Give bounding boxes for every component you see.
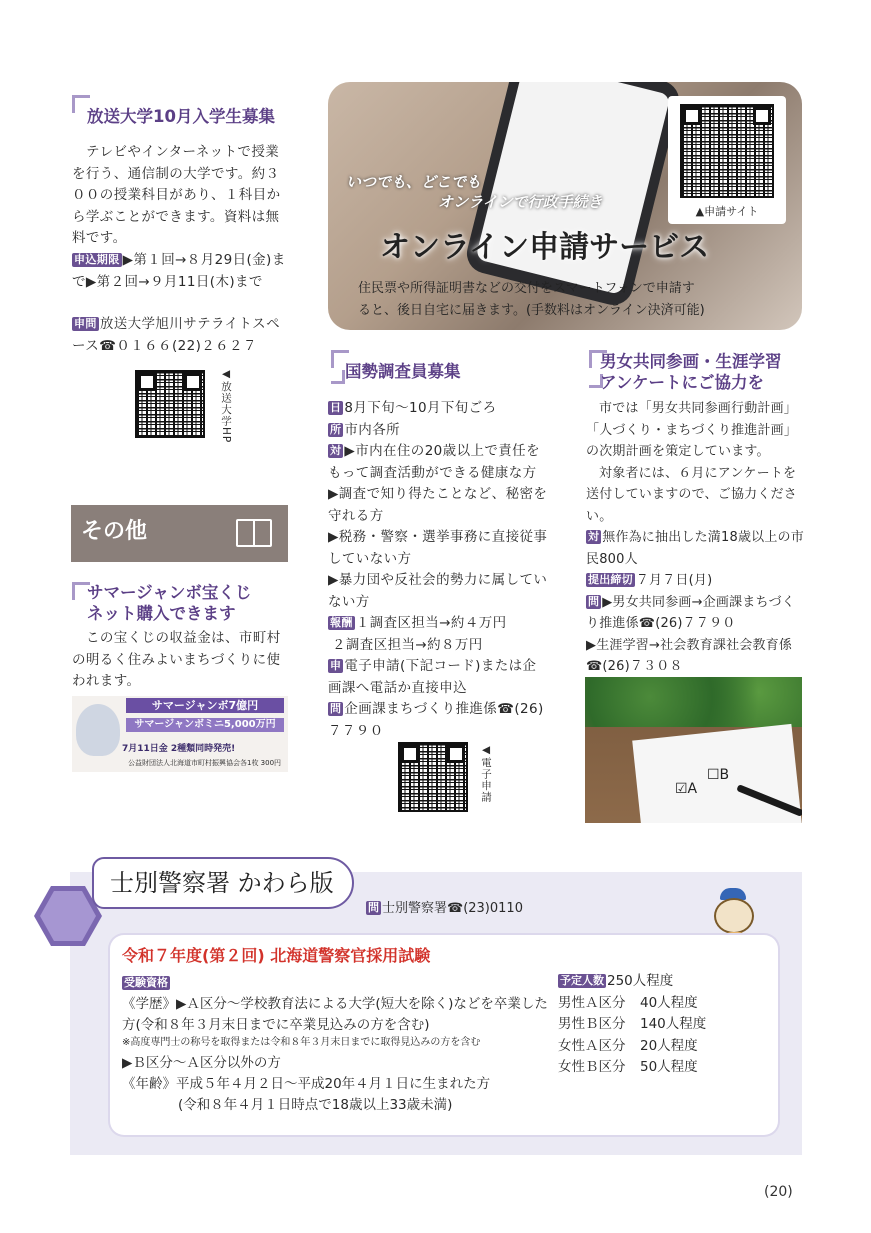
whale-mascot-icon xyxy=(76,704,120,756)
hoso-title: 放送大学10月入学生募集 xyxy=(87,107,275,126)
jumbo-title xyxy=(87,582,251,624)
online-tagline-1: いつでも、どこでも xyxy=(346,173,482,191)
jumbo-body: この宝くじの収益金は、市町村の明るく住みよいまちづくりに使われます。 xyxy=(72,630,281,689)
jumbo-ad-line1: サマージャンボ7億円 xyxy=(126,698,284,713)
kokusei-reward-1: １調査区担当→約４万円 xyxy=(355,615,507,631)
heading-mark xyxy=(331,370,345,384)
jumbo-ad-image xyxy=(72,696,288,772)
police-header-box xyxy=(92,857,354,909)
danjo-para-1: 市では「男女共同参画行動計画」「人づくり・まちづくり推進計画」の次期計画を策定しています。 xyxy=(586,401,798,459)
kokusei-target-4: ▶暴力団や反社会的勢力に属していない方 xyxy=(328,572,548,610)
kokusei-title: 国勢調査員募集 xyxy=(345,362,461,381)
sonota-label: その他 xyxy=(81,519,148,544)
quota-row: 女性Ｂ区分 50人程度 xyxy=(558,1059,698,1075)
tag-submit-deadline: 提出締切 xyxy=(588,573,633,586)
danjo-deadline: ７月７日(月) xyxy=(635,573,713,588)
danjo-inquiry-2: ▶生涯学習→社会教育課社会教育係☎(26)７３０８ xyxy=(586,637,793,674)
kokusei-body xyxy=(328,398,548,742)
danjo-title-2: アンケートにご協力を xyxy=(600,373,765,392)
tag-date: 日 xyxy=(330,401,342,414)
hoso-contact xyxy=(72,314,286,357)
tag-target: 対 xyxy=(588,530,600,543)
tag-planned-number: 予定人数 xyxy=(560,974,604,987)
online-desc-1: 住民票や所得証明書などの交付をスマートフォンで申請す xyxy=(358,281,695,296)
page-number: (20) xyxy=(764,1184,793,1200)
tag-deadline: 申込期限 xyxy=(74,253,120,266)
exam-age: 《年齢》平成５年４月２日〜平成20年４月１日に生まれた方 xyxy=(122,1076,491,1092)
quota-row: 男性Ｂ区分 140人程度 xyxy=(558,1016,707,1032)
hoso-deadline xyxy=(72,250,286,293)
online-service-card xyxy=(328,82,802,330)
kokusei-date: 8月下旬〜10月下旬ごろ xyxy=(344,400,497,416)
sonota-banner xyxy=(71,505,288,562)
tag-inquiry: 問 xyxy=(588,594,600,608)
kokusei-target-3: ▶税務・警察・選挙事務に直接従事していない方 xyxy=(328,529,548,567)
tag-eligibility: 受験資格 xyxy=(124,976,168,989)
online-tagline-2: オンラインで行政手続き xyxy=(438,193,603,211)
jumbo-title-2: ネット購入できます xyxy=(87,604,236,623)
exam-quota xyxy=(558,971,768,1079)
kokusei-qr-label: ◀電子申請 xyxy=(480,744,492,803)
tag-apply: 申 xyxy=(330,659,342,672)
exam-age-note: (令和８年４月１日時点で18歳以上33歳未満) xyxy=(178,1097,453,1113)
danjo-body xyxy=(586,398,804,678)
tag-inquiry: 問 xyxy=(330,702,342,715)
kokusei-place: 市内各所 xyxy=(344,421,401,438)
quota-row: 女性Ａ区分 20人程度 xyxy=(558,1037,698,1054)
hoso-qr-label: ◀放送大学HP xyxy=(220,368,232,444)
tag-target: 対 xyxy=(330,444,342,457)
police-exam-box xyxy=(110,935,778,1135)
kokusei-target-1: ▶市内在住の20歳以上で責任をもって調査活動ができる健康な方 xyxy=(328,443,540,481)
danjo-photo xyxy=(585,677,802,823)
kokusei-qr-code[interactable] xyxy=(398,742,468,812)
quota-total: 250人程度 xyxy=(607,973,674,989)
danjo-title xyxy=(600,351,782,393)
danjo-title-1: 男女共同参画・生涯学習 xyxy=(600,352,782,371)
online-qr-code[interactable] xyxy=(680,104,774,198)
tag-place: 所 xyxy=(330,422,342,436)
exam-title: 令和７年度(第２回) 北海道警察官採用試験 xyxy=(122,946,431,965)
online-desc xyxy=(358,278,788,322)
jumbo-ad-price: 各1枚 300円 xyxy=(240,759,282,767)
police-contact-text: 士別警察署☎(23)0110 xyxy=(382,901,523,916)
kokusei-reward-2: ２調査区担当→約８万円 xyxy=(332,636,483,653)
exam-education: 《学歴》▶Ａ区分〜学校教育法による大学(短大を除く)などを卒業した方(令和８年３月末日までに卒業見込みの方を含む) xyxy=(122,996,548,1033)
book-icon xyxy=(236,519,272,547)
exam-eligibility xyxy=(122,973,552,1116)
jumbo-ad-line2: サマージャンボミニ5,000万円 xyxy=(126,718,284,732)
exam-b-category: ▶Ｂ区分〜Ａ区分以外の方 xyxy=(122,1055,281,1071)
hoso-contact-text: 放送大学旭川サテライトスペース☎０１６６(22)２６２７ xyxy=(72,316,280,354)
danjo-inquiry-1: ▶男女共同参画→企画課まちづくり推進係☎(26)７７９０ xyxy=(586,594,795,631)
police-header: 士別警察署 かわら版 xyxy=(110,869,334,897)
jumbo-ad-org: 公益財団法人北海道市町村振興協会 xyxy=(128,759,240,767)
exam-note: ※高度専門士の称号を取得または令和８年３月末日までに取得見込みの方を含む xyxy=(122,1037,481,1048)
online-title: オンライン申請サービス xyxy=(380,230,710,265)
tag-reward: 報酬 xyxy=(330,616,353,629)
photo-option-a: ☑A xyxy=(675,781,698,797)
danjo-para-2: 対象者には、６月にアンケートを送付していますので、ご協力ください。 xyxy=(586,465,797,524)
danjo-target: 無作為に抽出した満18歳以上の市民800人 xyxy=(586,530,804,567)
online-qr-panel xyxy=(668,96,786,224)
leaves-image xyxy=(585,677,802,727)
tag-apply-inquire: 申問 xyxy=(74,317,97,330)
kokusei-target-2: ▶調査で知り得たことなど、秘密を守れる方 xyxy=(328,486,548,524)
jumbo-ad-date: 7月11日金 2種類同時発売! xyxy=(122,744,236,754)
kokusei-apply: 電子申請(下記コード)または企画課へ電話か直接申込 xyxy=(328,658,537,696)
online-desc-2: ると、後日自宅に届きます。(手数料はオンライン決済可能) xyxy=(358,303,705,318)
hoso-body: テレビやインターネットで授業を行う、通信制の大学です。約３００の授業科目があり、１科目から学ぶことができます。資料は無料です。 xyxy=(72,144,281,246)
hoso-deadline-text: ▶第１回→８月29日(金)まで▶第２回→９月11日(木)まで xyxy=(72,252,286,290)
kokusei-inquiry: 企画課まちづくり推進係☎(26)７７９０ xyxy=(328,701,544,739)
police-contact xyxy=(366,900,523,918)
online-qr-caption: ▲申請サイト xyxy=(695,205,759,218)
jumbo-title-1: サマージャンボ宝くじ xyxy=(87,583,252,602)
photo-option-b: ☐B xyxy=(707,767,730,783)
hoso-qr-code[interactable] xyxy=(135,370,205,438)
tag-inquiry: 問 xyxy=(368,901,379,914)
quota-row: 男性Ａ区分 40人程度 xyxy=(558,994,698,1011)
